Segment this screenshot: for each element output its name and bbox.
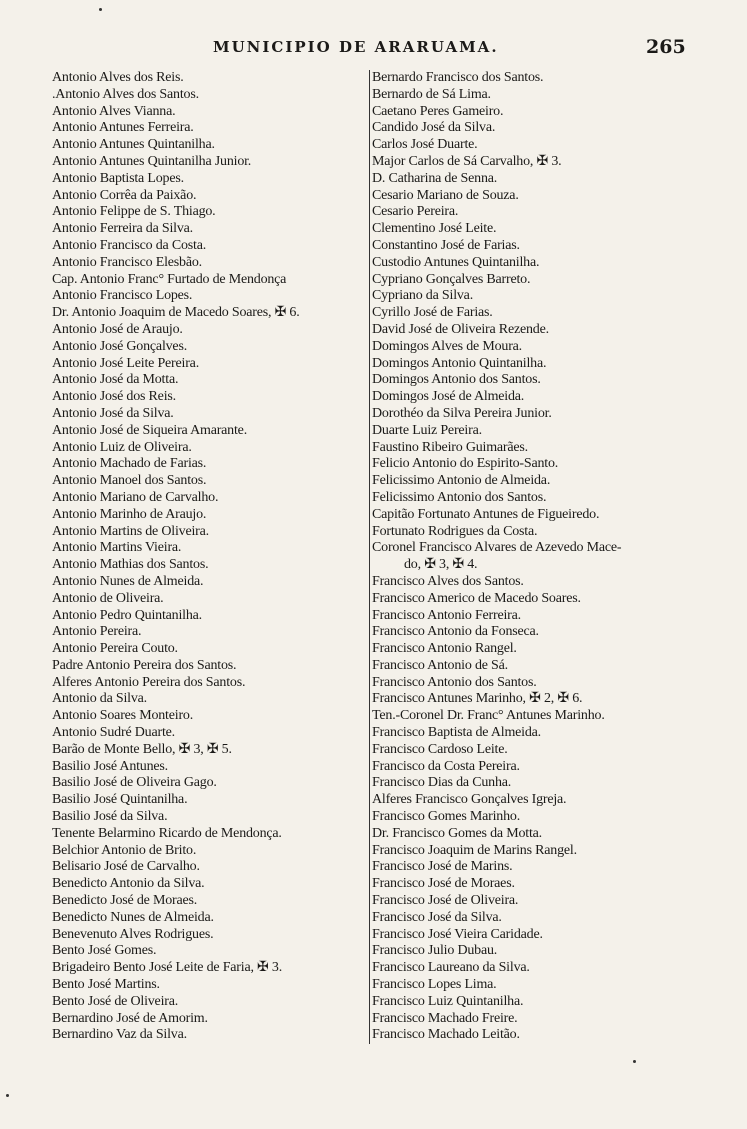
print-speck xyxy=(633,1060,636,1063)
name-entry: Antonio José da Motta. xyxy=(52,372,179,388)
name-entry: Basilio José Quintanilha. xyxy=(52,792,188,808)
name-entry: Antonio José dos Reis. xyxy=(52,389,176,405)
name-entry: Cesario Pereira. xyxy=(372,204,459,220)
name-entry: Antonio Machado de Farias. xyxy=(52,456,207,472)
name-entry: Francisco Lopes Lima. xyxy=(372,977,497,993)
name-entry: Francisco Machado Freire. xyxy=(372,1010,518,1026)
name-entry: Francisco Antonio de Sá. xyxy=(372,657,508,673)
name-entry: Francisco Julio Dubau. xyxy=(372,943,498,959)
name-entry: Bernardino José de Amorim. xyxy=(52,1010,208,1026)
name-entry: Felicissimo Antonio dos Santos. xyxy=(372,489,547,505)
name-entry: Tenente Belarmino Ricardo de Mendonça. xyxy=(52,825,282,841)
name-entry: Antonio Pedro Quintanilha. xyxy=(52,607,202,623)
name-entry: Francisco Luiz Quintanilha. xyxy=(372,993,524,1009)
name-entry: Francisco Americo de Macedo Soares. xyxy=(372,590,581,606)
name-entry: Antonio Martins de Oliveira. xyxy=(52,523,209,539)
name-entry: Duarte Luiz Pereira. xyxy=(372,422,482,438)
page-number: 265 xyxy=(646,36,686,58)
name-entry: Francisco Gomes Marinho. xyxy=(372,809,521,825)
name-entry: David José de Oliveira Rezende. xyxy=(372,321,549,337)
name-entry: Caetano Peres Gameiro. xyxy=(372,103,504,119)
name-entry: D. Catharina de Senna. xyxy=(372,170,498,186)
name-entry: do, ✠ 3, ✠ 4. xyxy=(404,557,478,573)
name-entry: Dorothéo da Silva Pereira Junior. xyxy=(372,405,552,421)
name-entry: Antonio Nunes de Almeida. xyxy=(52,573,204,589)
print-speck xyxy=(6,1094,9,1097)
name-entry: Bento José Martins. xyxy=(52,977,160,993)
name-entry: Antonio José de Araujo. xyxy=(52,321,183,337)
name-entry: Domingos Antonio Quintanilha. xyxy=(372,355,547,371)
name-entry: Bento José de Oliveira. xyxy=(52,993,179,1009)
name-entry: Candido José da Silva. xyxy=(372,120,496,136)
name-entry: Antonio José da Silva. xyxy=(52,405,174,421)
name-entry: Benedicto Nunes de Almeida. xyxy=(52,909,214,925)
name-entry: Capitão Fortunato Antunes de Figueiredo. xyxy=(372,506,600,522)
name-entry: Francisco Machado Leitão. xyxy=(372,1027,520,1043)
name-entry: Basilio José de Oliveira Gago. xyxy=(52,775,217,791)
name-entry: Antonio Soares Monteiro. xyxy=(52,708,194,724)
name-entry: Antonio de Oliveira. xyxy=(52,590,164,606)
name-entry: Cypriano Gonçalves Barreto. xyxy=(372,271,531,287)
name-entry: Belchior Antonio de Brito. xyxy=(52,842,197,858)
right-name-column xyxy=(369,70,702,1044)
name-entry: Francisco Baptista de Almeida. xyxy=(372,725,541,741)
name-entry: Antonio Martins Vieira. xyxy=(52,540,182,556)
name-entry: Alferes Antonio Pereira dos Santos. xyxy=(52,674,246,690)
name-entry: Major Carlos de Sá Carvalho, ✠ 3. xyxy=(372,153,562,169)
name-entry: Basilio José Antunes. xyxy=(52,758,168,774)
name-entry: Antonio Corrêa da Paixão. xyxy=(52,187,197,203)
name-entry: Domingos Alves de Moura. xyxy=(372,338,522,354)
name-entry: Francisco José Vieira Caridade. xyxy=(372,926,543,942)
name-entry: Bernardino Vaz da Silva. xyxy=(52,1027,187,1043)
name-entry: Francisco Antonio Rangel. xyxy=(372,641,517,657)
left-name-column xyxy=(52,70,370,1044)
name-entry: Antonio Marinho de Araujo. xyxy=(52,506,207,522)
name-entry: Antonio Pereira. xyxy=(52,624,142,640)
name-entry: Bernardo Francisco dos Santos. xyxy=(372,70,544,85)
page-title: MUNICIPIO DE ARARUAMA. xyxy=(213,38,499,56)
name-entry: Benedicto Antonio da Silva. xyxy=(52,876,205,892)
name-entry: Antonio Mariano de Carvalho. xyxy=(52,489,219,505)
name-entry: Antonio Felippe de S. Thiago. xyxy=(52,204,216,220)
name-entry: Francisco Alves dos Santos. xyxy=(372,573,524,589)
name-entry: Antonio Antunes Quintanilha. xyxy=(52,137,215,153)
name-entry: Francisco José da Silva. xyxy=(372,909,502,925)
name-entry: Padre Antonio Pereira dos Santos. xyxy=(52,657,237,673)
name-entry: Cyrillo José de Farias. xyxy=(372,305,493,321)
name-entry: Francisco Dias da Cunha. xyxy=(372,775,512,791)
name-entry: Dr. Francisco Gomes da Motta. xyxy=(372,825,542,841)
name-entry: Antonio Francisco da Costa. xyxy=(52,237,207,253)
name-entry: Francisco José de Moraes. xyxy=(372,876,515,892)
name-entry: Carlos José Duarte. xyxy=(372,137,478,153)
name-entry: Cypriano da Silva. xyxy=(372,288,473,304)
name-entry: Brigadeiro Bento José Leite de Faria, ✠ 3. xyxy=(52,960,282,976)
name-entry: Francisco Antunes Marinho, ✠ 2, ✠ 6. xyxy=(372,691,583,707)
name-entry: Felicissimo Antonio de Almeida. xyxy=(372,473,551,489)
name-entry: Francisco Antonio dos Santos. xyxy=(372,674,537,690)
name-entry: Clementino José Leite. xyxy=(372,221,497,237)
name-entry: Antonio Sudré Duarte. xyxy=(52,725,175,741)
name-entry: Benedicto José de Moraes. xyxy=(52,893,198,909)
name-entry: Cesario Mariano de Souza. xyxy=(372,187,519,203)
print-speck xyxy=(99,8,102,11)
name-entry: Antonio Antunes Ferreira. xyxy=(52,120,194,136)
name-entry: Alferes Francisco Gonçalves Igreja. xyxy=(372,792,567,808)
name-entry: Dr. Antonio Joaquim de Macedo Soares, ✠ 6. xyxy=(52,305,300,321)
name-entry: Antonio Francisco Lopes. xyxy=(52,288,193,304)
name-entry: Antonio da Silva. xyxy=(52,691,147,707)
name-entry: Basilio José da Silva. xyxy=(52,809,168,825)
name-entry: Antonio Alves dos Reis. xyxy=(52,70,184,85)
name-entry: Domingos José de Almeida. xyxy=(372,389,525,405)
name-entry: Antonio Baptista Lopes. xyxy=(52,170,184,186)
name-entry: Custodio Antunes Quintanilha. xyxy=(372,254,540,270)
name-entry: Antonio Antunes Quintanilha Junior. xyxy=(52,153,252,169)
name-entry: Antonio José de Siqueira Amarante. xyxy=(52,422,247,438)
name-entry: Antonio Ferreira da Silva. xyxy=(52,221,193,237)
name-entry: Bernardo de Sá Lima. xyxy=(372,86,491,102)
name-entry: Antonio Manoel dos Santos. xyxy=(52,473,207,489)
name-entry: Francisco da Costa Pereira. xyxy=(372,758,520,774)
name-entry: Belisario José de Carvalho. xyxy=(52,859,200,875)
name-entry: Antonio Francisco Elesbão. xyxy=(52,254,202,270)
name-entry: Cap. Antonio Franc° Furtado de Mendonça xyxy=(52,271,287,287)
name-entry: .Antonio Alves dos Santos. xyxy=(52,86,199,102)
name-entry: Francisco José de Oliveira. xyxy=(372,893,519,909)
name-entry: Antonio Pereira Couto. xyxy=(52,641,178,657)
name-entry: Antonio José Gonçalves. xyxy=(52,338,187,354)
name-entry: Ten.-Coronel Dr. Franc° Antunes Marinho. xyxy=(372,708,605,724)
name-entry: Felicio Antonio do Espirito-Santo. xyxy=(372,456,559,472)
name-entry: Bento José Gomes. xyxy=(52,943,157,959)
name-entry: Antonio Alves Vianna. xyxy=(52,103,176,119)
name-entry: Coronel Francisco Alvares de Azevedo Mace- xyxy=(372,540,622,556)
page-header xyxy=(0,38,747,62)
name-entry: Constantino José de Farias. xyxy=(372,237,520,253)
name-entry: Francisco Laureano da Silva. xyxy=(372,960,530,976)
name-entry: Francisco Cardoso Leite. xyxy=(372,741,508,757)
name-entry: Antonio Luiz de Oliveira. xyxy=(52,439,192,455)
name-entry: Antonio José Leite Pereira. xyxy=(52,355,200,371)
name-entry: Francisco Antonio Ferreira. xyxy=(372,607,521,623)
name-entry: Fortunato Rodrigues da Costa. xyxy=(372,523,538,539)
name-entry: Faustino Ribeiro Guimarães. xyxy=(372,439,528,455)
name-entry: Benevenuto Alves Rodrigues. xyxy=(52,926,214,942)
name-entry: Francisco José de Marins. xyxy=(372,859,513,875)
name-entry: Antonio Mathias dos Santos. xyxy=(52,557,209,573)
name-entry: Barão de Monte Bello, ✠ 3, ✠ 5. xyxy=(52,741,232,757)
name-entry: Francisco Joaquim de Marins Rangel. xyxy=(372,842,577,858)
name-entry: Domingos Antonio dos Santos. xyxy=(372,372,541,388)
name-entry: Francisco Antonio da Fonseca. xyxy=(372,624,539,640)
